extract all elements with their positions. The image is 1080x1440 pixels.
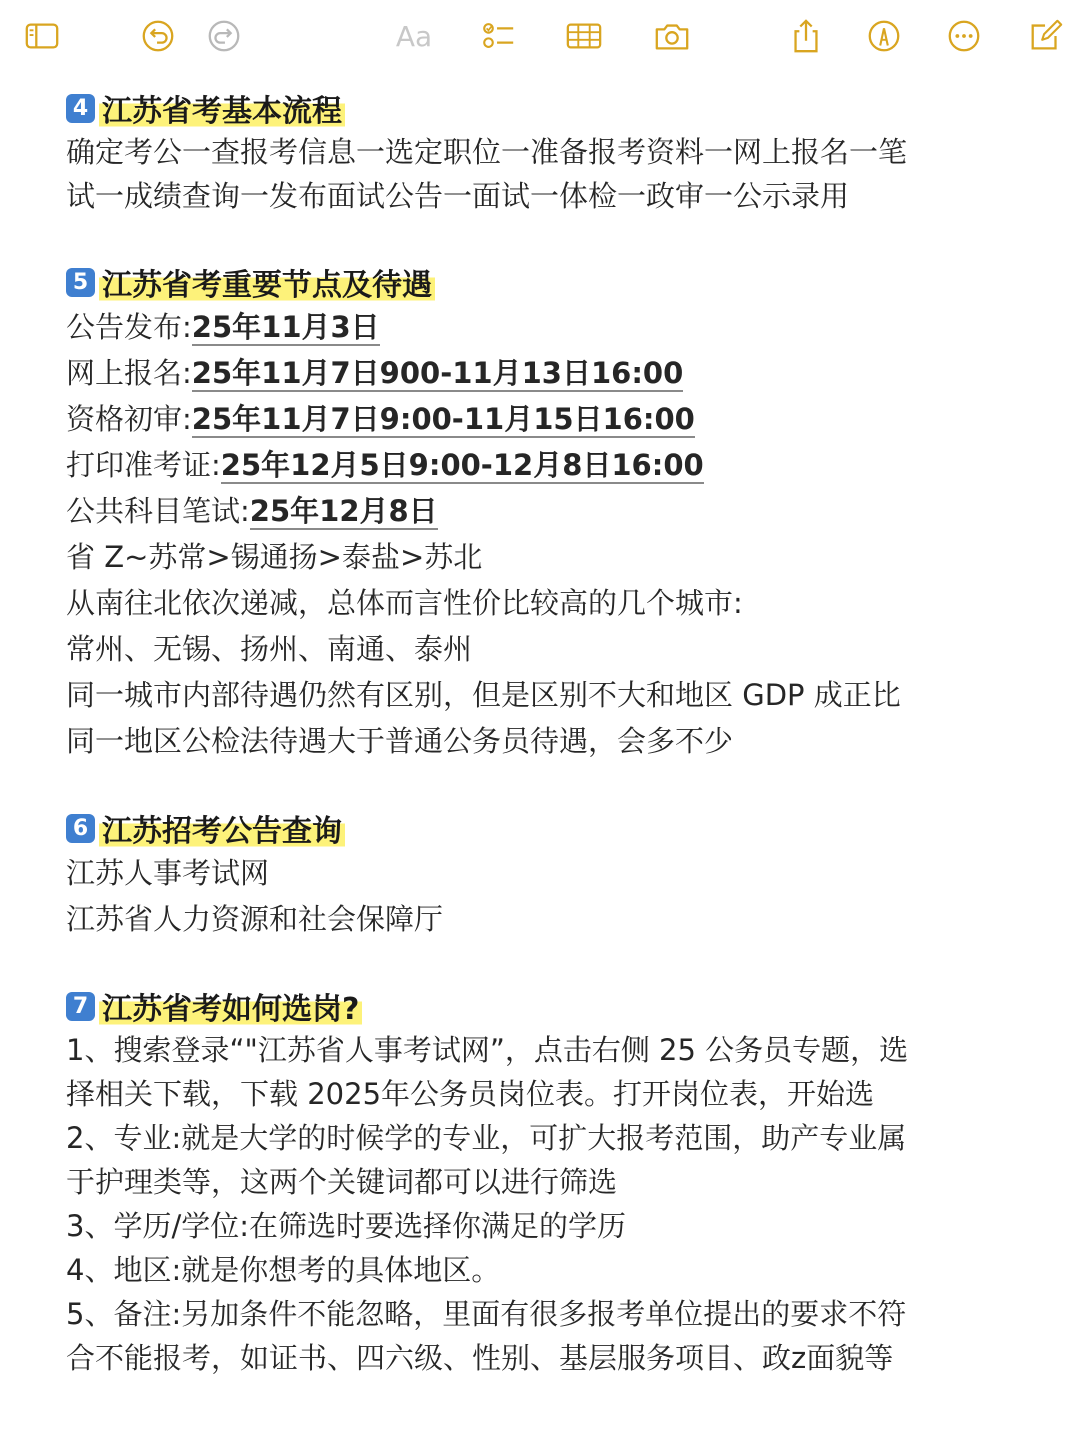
text-line: 合不能报考，如证书、四六级、性别、基层服务项目、政z面貌等 (66, 1341, 894, 1375)
number-badge: 7 (66, 992, 95, 1021)
section-6-heading (66, 806, 1046, 850)
date-value: 25年12月8日 (249, 494, 438, 528)
redo-icon[interactable] (202, 14, 246, 58)
date-label: 公共科目笔试: (66, 494, 250, 528)
text-format-icon[interactable]: Aa (395, 19, 433, 53)
number-badge: 5 (66, 268, 95, 297)
date-value: 25年12月5日9:00-12月8日16:00 (220, 448, 704, 482)
section-7-heading (66, 984, 1046, 1028)
share-icon[interactable] (784, 14, 828, 58)
text-line: 同一城市内部待遇仍然有区别，但是区别不大和地区 GDP 成正比 (66, 678, 901, 712)
text-line: 江苏省人力资源和社会保障厅 (66, 902, 444, 936)
date-line (66, 396, 1046, 442)
text-line: 从南往北依次递减，总体而言性价比较高的几个城市: (66, 586, 743, 620)
sidebar-icon[interactable] (20, 14, 64, 58)
date-label: 网上报名: (66, 356, 192, 390)
text-line: 试一成绩查询一发布面试公告一面试一体检一政审一公示录用 (66, 179, 850, 213)
date-line (66, 442, 1046, 488)
date-value: 25年11月7日9:00-11月15日16:00 (191, 402, 695, 436)
notes-toolbar (0, 0, 1080, 72)
text-line: 4、地区:就是你想考的具体地区。 (66, 1253, 501, 1287)
note-body[interactable] (66, 86, 1046, 1380)
section-title: 江苏省考如何选岗? (99, 984, 362, 1028)
text-line: 常州、无锡、扬州、南通、泰州 (66, 632, 473, 666)
section-4-heading (66, 86, 1046, 130)
table-icon[interactable] (562, 14, 606, 58)
checklist-icon[interactable] (476, 14, 520, 58)
text-line: 于护理类等，这两个关键词都可以进行筛选 (66, 1165, 618, 1199)
text-line: 1、搜索登录“"江苏省人事考试网”，点击右侧 25 公务员专题，选 (66, 1033, 909, 1067)
text-line: 2、专业:就是大学的时候学的专业，可扩大报考范围，助产专业属 (66, 1121, 907, 1155)
markup-pen-icon[interactable] (862, 14, 906, 58)
camera-icon[interactable] (650, 14, 694, 58)
text-line: 5、备注:另加条件不能忽略，里面有很多报考单位提出的要求不符 (66, 1297, 907, 1331)
text-line: 同一地区公检法待遇大于普通公务员待遇，会多不少 (66, 724, 734, 758)
section-title: 江苏省考基本流程 (99, 86, 345, 130)
section-title: 江苏省考重要节点及待遇 (99, 260, 435, 304)
date-line (66, 304, 1046, 350)
more-icon[interactable] (942, 14, 986, 58)
date-label: 公告发布: (66, 310, 192, 344)
compose-icon[interactable] (1024, 14, 1068, 58)
number-badge: 4 (66, 94, 95, 123)
undo-icon[interactable] (136, 14, 180, 58)
number-badge: 6 (66, 814, 95, 843)
text-line: 省 Z~苏常>锡通扬>泰盐>苏北 (66, 540, 483, 574)
date-label: 资格初审: (66, 402, 192, 436)
date-value: 25年11月3日 (191, 310, 380, 344)
date-value: 25年11月7日900-11月13日16:00 (191, 356, 684, 390)
text-line: 江苏人事考试网 (66, 856, 270, 890)
date-label: 打印准考证: (66, 448, 221, 482)
date-line (66, 488, 1046, 534)
text-line: 确定考公一查报考信息一选定职位一准备报考资料一网上报名一笔 (66, 135, 908, 169)
section-title: 江苏招考公告查询 (99, 806, 345, 850)
section-5-heading (66, 260, 1046, 304)
text-line: 择相关下载，下载 2025年公务员岗位表。打开岗位表，开始选 (66, 1077, 875, 1111)
text-line: 3、学历/学位:在筛选时要选择你满足的学历 (66, 1209, 626, 1243)
date-line (66, 350, 1046, 396)
